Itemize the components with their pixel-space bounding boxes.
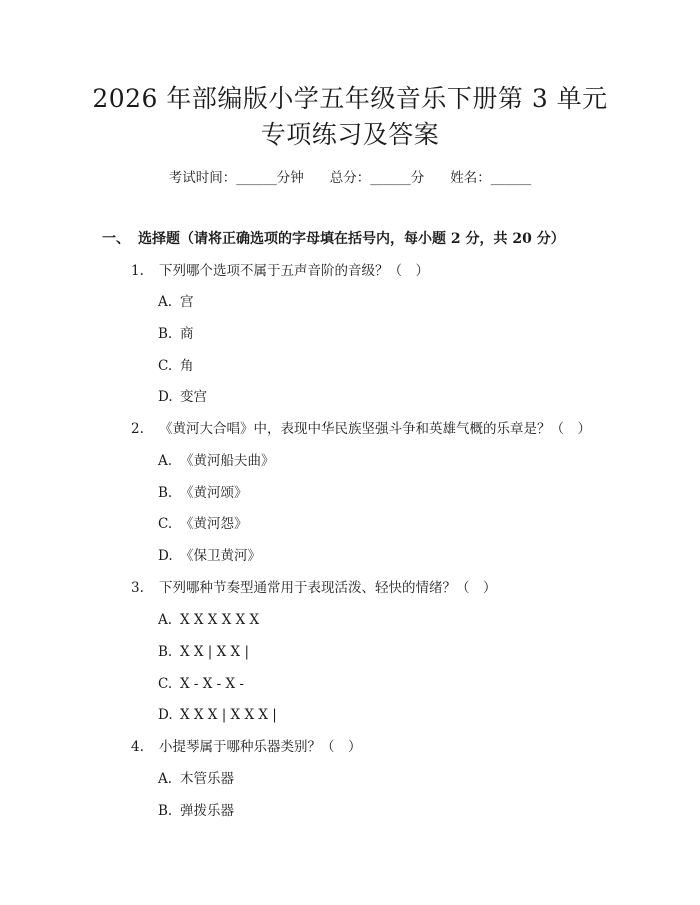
- question-text: 下列哪种节奏型通常用于表现活泼、轻快的情绪？（ ）: [159, 580, 497, 596]
- answer-option: [158, 516, 248, 532]
- section-heading: [102, 231, 565, 247]
- answer-option: [158, 644, 249, 660]
- option-letter: D.: [158, 707, 173, 723]
- option-letter: A.: [158, 612, 173, 628]
- option-text: 《黄河船夫曲》: [180, 453, 275, 469]
- option-text: 《黄河怨》: [180, 516, 248, 532]
- option-text: 弹拨乐器: [180, 803, 234, 819]
- question-text: 《黄河大合唱》中，表现中华民族坚强斗争和英雄气概的乐章是？（ ）: [159, 421, 591, 437]
- answer-option: [158, 294, 194, 310]
- answer-option: [158, 612, 259, 628]
- section-title: 选择题（请将正确选项的字母填在括号内，每小题 2 分，共 20 分）: [138, 231, 565, 247]
- option-letter: A.: [158, 453, 173, 469]
- question-number: 4.: [131, 739, 144, 755]
- answer-option: [158, 326, 194, 342]
- option-text: 宫: [180, 294, 194, 310]
- option-text: 角: [180, 358, 194, 374]
- option-letter: B.: [158, 803, 173, 819]
- option-letter: C.: [158, 516, 173, 532]
- question-text: 下列哪个选项不属于五声音阶的音级？（ ）: [159, 263, 429, 279]
- option-letter: B.: [158, 326, 173, 342]
- answer-option: [158, 389, 207, 405]
- option-text: 《黄河颂》: [180, 485, 248, 501]
- option-text: X X X | X X X |: [180, 707, 277, 723]
- option-text: 《保卫黄河》: [180, 548, 261, 564]
- answer-option: [158, 453, 275, 469]
- exam-time-label: 考试时间：______分钟: [168, 170, 304, 186]
- total-score-label: 总分：______分: [329, 170, 425, 186]
- section-number: 一、: [102, 231, 130, 247]
- option-letter: C.: [158, 358, 173, 374]
- exam-meta: [0, 170, 700, 186]
- student-name-label: 姓名：______: [450, 170, 532, 186]
- option-text: X X | X X |: [180, 644, 249, 660]
- option-letter: A.: [158, 771, 173, 787]
- option-letter: A.: [158, 294, 173, 310]
- question-text: 小提琴属于哪种乐器类别？（ ）: [159, 739, 362, 755]
- answer-option: [158, 803, 234, 819]
- answer-option: [158, 771, 234, 787]
- question: [131, 580, 497, 596]
- option-text: 木管乐器: [180, 771, 234, 787]
- document-title-line-1: 2026 年部编版小学五年级音乐下册第 3 单元: [92, 84, 608, 113]
- question: [131, 421, 591, 437]
- question: [131, 739, 362, 755]
- answer-option: [158, 358, 194, 374]
- document-title-line-2: 专项练习及答案: [260, 120, 440, 149]
- answer-option: [158, 485, 248, 501]
- option-letter: D.: [158, 548, 173, 564]
- option-text: X X X X X X: [180, 612, 260, 628]
- option-letter: B.: [158, 485, 173, 501]
- option-text: 变宫: [180, 389, 207, 405]
- answer-option: [158, 548, 261, 564]
- option-letter: B.: [158, 644, 173, 660]
- question-number: 3.: [131, 580, 144, 596]
- question-number: 2.: [131, 421, 144, 437]
- question: [131, 263, 429, 279]
- option-letter: D.: [158, 389, 173, 405]
- option-letter: C.: [158, 676, 173, 692]
- answer-option: [158, 676, 244, 692]
- question-number: 1.: [131, 263, 144, 279]
- option-text: X - X - X -: [180, 676, 244, 692]
- answer-option: [158, 707, 277, 723]
- option-text: 商: [180, 326, 194, 342]
